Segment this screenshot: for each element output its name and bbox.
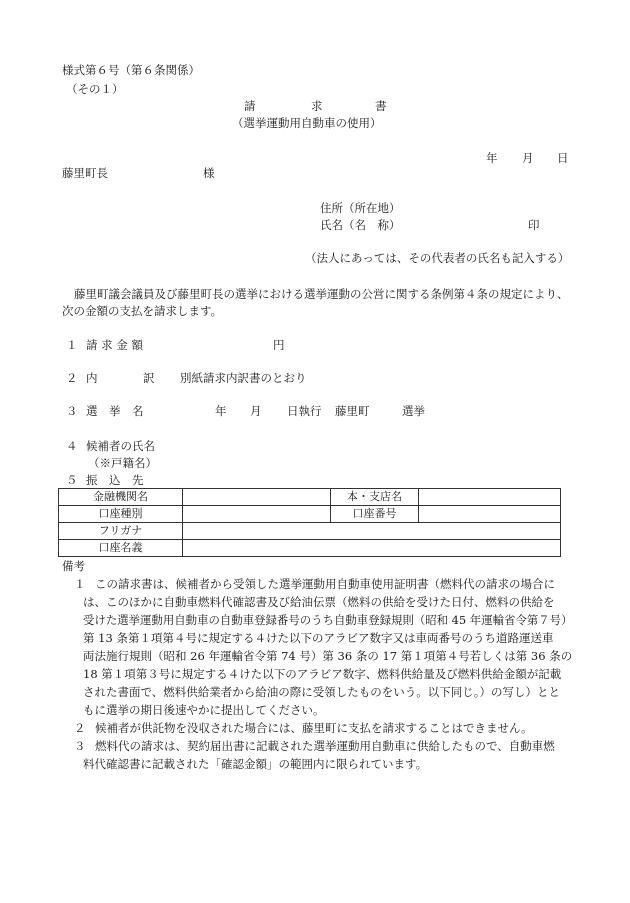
note-1-line: された書面で、燃料供給業者から給油の際に受領したものをいう。以下同じ。）の写し）とと bbox=[83, 685, 561, 699]
date-year: 年 bbox=[486, 151, 498, 165]
bank-transfer-table bbox=[58, 488, 561, 557]
seal-mark: 印 bbox=[528, 218, 540, 232]
body-line-2: 次の金額の支払を請求します。 bbox=[62, 304, 223, 318]
item-3-election: 選挙 bbox=[402, 404, 425, 418]
item-3-number: ３ bbox=[66, 404, 78, 418]
item-1-label: 請 求 金 額 bbox=[86, 338, 143, 352]
account-number-field[interactable] bbox=[419, 506, 561, 523]
note-2-text: 候補者が供託物を没収された場合には、藤里町に支払を請求することはできません。 bbox=[95, 721, 533, 735]
furigana-field[interactable] bbox=[183, 523, 561, 540]
date-month: 月 bbox=[522, 151, 534, 165]
claimant-address-label: 住所（所在地） bbox=[320, 201, 401, 215]
item-3-year: 年 bbox=[215, 404, 227, 418]
furigana-label: フリガナ bbox=[59, 523, 183, 540]
note-3-number: ３ bbox=[74, 739, 86, 753]
account-name-field[interactable] bbox=[183, 540, 561, 557]
account-name-label: 口座名義 bbox=[59, 540, 183, 557]
item-2-value: 別紙請求内訳書のとおり bbox=[180, 371, 307, 385]
account-type-label: 口座種別 bbox=[59, 506, 183, 523]
form-number: 様式第６号（第６条関係） bbox=[62, 63, 200, 77]
item-4-sub: （※戸籍名） bbox=[88, 456, 157, 470]
table-row bbox=[59, 489, 561, 506]
table-row bbox=[59, 523, 561, 540]
note-3-line: 燃料代の請求は、契約届出書に記載された選挙運動用自動車に供給したもので、自動車燃 bbox=[95, 739, 555, 753]
table-row bbox=[59, 506, 561, 523]
note-1-line: 18 第１項第３号に規定する４けた以下のアラビア数字、燃料供給量及び燃料供給金額が記載 bbox=[83, 667, 562, 681]
note-1-line: 両法施行規則（昭和 26 年運輸省令第 74 号）第 36 条の 17 第１項第４号若しくは第 36 条の bbox=[83, 649, 573, 663]
item-2-number: ２ bbox=[66, 371, 78, 385]
table-row bbox=[59, 540, 561, 557]
account-number-label: 口座番号 bbox=[331, 506, 419, 523]
form-sub: （その１） bbox=[66, 82, 124, 96]
item-5-number: ５ bbox=[66, 473, 78, 487]
item-3-month: 月 bbox=[250, 404, 262, 418]
item-4-number: ４ bbox=[66, 439, 78, 453]
note-1-line: 受けた選挙運動用自動車の自動車登録番号のうち自動車登録規則（昭和 45 年運輸省令第７号） bbox=[83, 613, 573, 627]
note-2-number: ２ bbox=[74, 721, 86, 735]
institution-field[interactable] bbox=[183, 489, 331, 506]
item-4-label: 候補者の氏名 bbox=[86, 439, 155, 453]
item-1-number: １ bbox=[66, 338, 78, 352]
note-1-line: は、このほかに自動車燃料代確認書及び給油伝票（燃料の供給を受けた日付、燃料の供給を bbox=[83, 595, 555, 609]
note-1-number: １ bbox=[74, 577, 86, 591]
addressee-honorific: 様 bbox=[203, 166, 215, 180]
note-3-line: 料代確認書に記載された「確認金額」の範囲内に限られています。 bbox=[83, 757, 428, 771]
item-2-label-a: 内 bbox=[86, 371, 98, 385]
title-char-3: 書 bbox=[375, 99, 387, 113]
title-subtitle: （選挙運動用自動車の使用） bbox=[232, 116, 382, 130]
claimant-name-label: 氏名（名 称） bbox=[320, 218, 401, 232]
institution-label: 金融機関名 bbox=[59, 489, 183, 506]
item-1-value: 円 bbox=[273, 338, 285, 352]
title-char-1: 請 bbox=[244, 99, 256, 113]
note-1-line: もに選挙の期日後速やかに提出してください。 bbox=[83, 703, 325, 717]
note-1-line: 第 13 条第１項第４号に規定する４けた以下のアラビア数字又は車両番号のうち道路運送車 bbox=[83, 631, 554, 645]
account-type-field[interactable] bbox=[183, 506, 331, 523]
title-char-2: 求 bbox=[311, 99, 323, 113]
body-line-1: 藤里町議会議員及び藤里町長の選挙における選挙運動の公営に関する条例第４条の規定により、 bbox=[74, 287, 569, 301]
addressee-office: 藤里町長 bbox=[62, 166, 108, 180]
item-3-town: 藤里町 bbox=[335, 404, 370, 418]
item-2-label-b: 訳 bbox=[143, 371, 155, 385]
item-3-day: 日執行 bbox=[287, 404, 322, 418]
date-day: 日 bbox=[557, 151, 569, 165]
branch-label: 本・支店名 bbox=[331, 489, 419, 506]
notes-heading: 備考 bbox=[62, 559, 85, 573]
claimant-note: （法人にあっては、その代表者の氏名も記入する） bbox=[305, 251, 570, 265]
note-1-line: この請求書は、候補者から受領した選挙運動用自動車使用証明書（燃料代の請求の場合に bbox=[95, 577, 555, 591]
branch-field[interactable] bbox=[419, 489, 561, 506]
item-5-label: 振 込 先 bbox=[86, 473, 144, 487]
item-3-label: 選 挙 名 bbox=[86, 404, 144, 418]
